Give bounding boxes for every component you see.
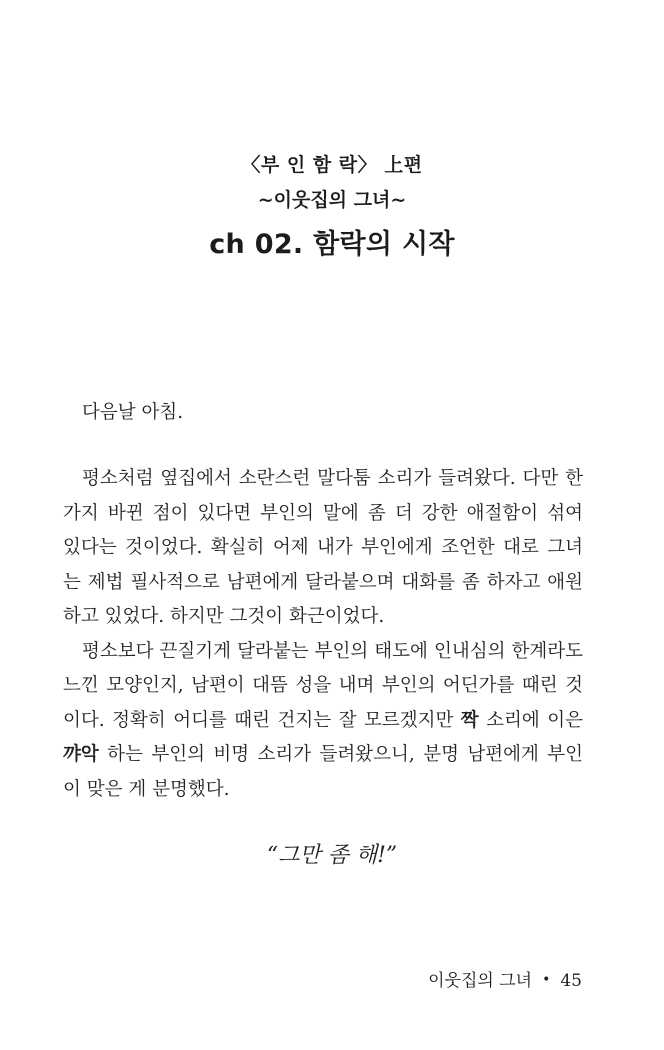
text-line-with-emphasis xyxy=(63,738,583,773)
series-title: 〈부 인 함 락〉 上편 xyxy=(241,154,423,176)
text-line: 느낀 모양인지, 남편이 대뜸 성을 내며 부인의 어딘가를 때린 것 xyxy=(63,675,583,696)
text-segment: 소리에 이은 xyxy=(478,709,583,731)
book-subtitle: ~이웃집의 그녀~ xyxy=(257,189,407,211)
text-line: 는 제법 필사적으로 남편에게 달라붙으며 대화를 좀 하자고 애원 xyxy=(63,571,583,593)
bullet-separator: • xyxy=(542,972,551,988)
text-line: 가지 바뀐 점이 있다면 부인의 말에 좀 더 강한 애절함이 섞여 xyxy=(63,502,583,524)
text-segment: 이다. 정확히 어디를 때린 건지는 잘 모르겠지만 xyxy=(63,709,461,731)
page-footer xyxy=(428,966,582,991)
dialogue-quote: “그만 좀 해!” xyxy=(266,843,398,868)
opening-line-text: 다음날 아침. xyxy=(82,402,184,423)
paragraph-opening xyxy=(63,396,583,431)
paragraph-2 xyxy=(63,635,583,808)
text-line: 이 맞은 게 분명했다. xyxy=(63,778,230,800)
emphasis-sound-effect: 짝 xyxy=(460,709,479,731)
footer-book-title: 이웃집의 그녀 xyxy=(428,971,533,991)
text-line: 평소보다 끈질기게 달라붙는 부인의 태도에 인내심의 한계라도 xyxy=(82,640,583,662)
body-text xyxy=(63,462,583,807)
page-number: 45 xyxy=(560,971,582,991)
text-line: 하고 있었다. 하지만 그것이 화근이었다. xyxy=(63,606,385,627)
text-line: 있다는 것이었다. 확실히 어제 내가 부인에게 조언한 대로 그녀 xyxy=(63,537,583,558)
chapter-title: ch 02. 함락의 시작 xyxy=(209,229,455,260)
text-segment: 하는 부인의 비명 소리가 들려왔으니, 분명 남편에게 부인 xyxy=(98,744,583,765)
opening-line xyxy=(63,396,583,431)
emphasis-scream: 꺄악 xyxy=(63,744,99,765)
paragraph-1 xyxy=(63,462,583,635)
text-line-with-emphasis xyxy=(63,704,583,739)
text-line: 평소처럼 옆집에서 소란스런 말다툼 소리가 들려왔다. 다만 한 xyxy=(82,468,583,489)
